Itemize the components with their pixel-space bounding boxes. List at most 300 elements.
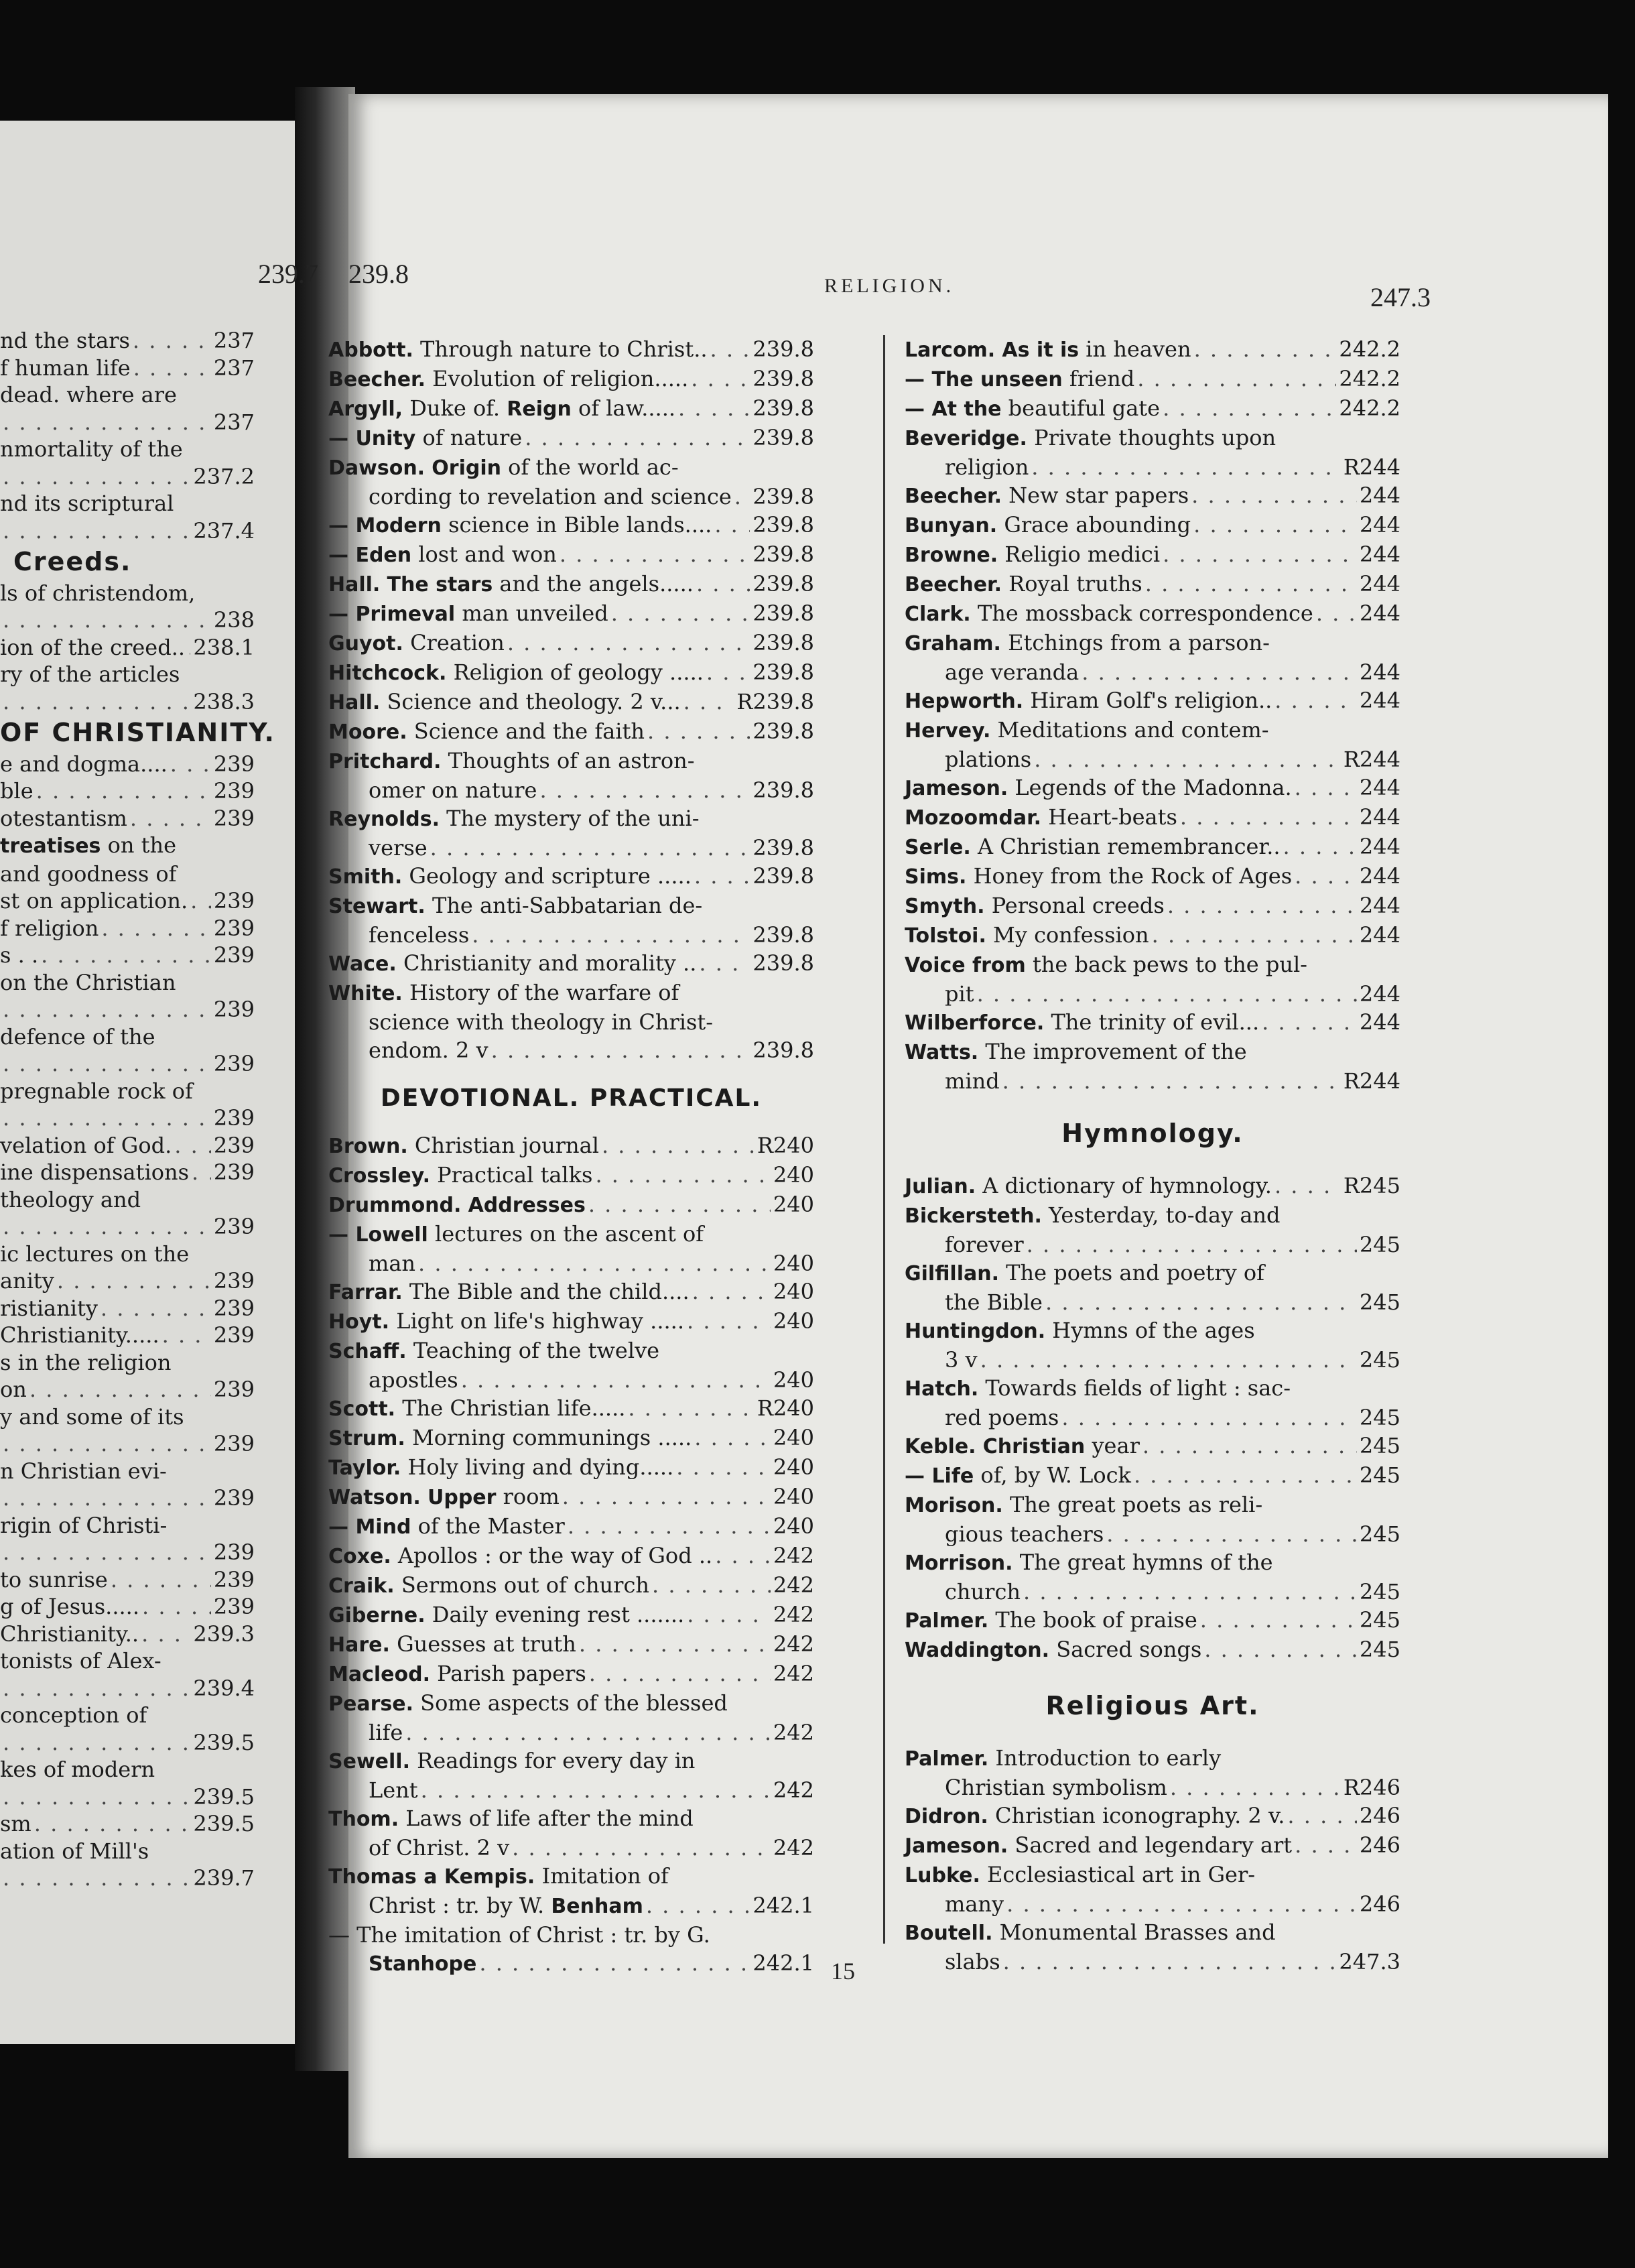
call-number: 239 (213, 915, 255, 941)
entry-text (328, 1336, 659, 1366)
title-text: Sacred songs (1056, 1637, 1202, 1662)
author-name: Graham. (905, 632, 1001, 655)
title-text: Towards fields of light : sac- (985, 1375, 1291, 1401)
catalog-entry (905, 1773, 1400, 1802)
catalog-entry (328, 1891, 814, 1921)
section-heading: Religious Art. (1045, 1691, 1260, 1720)
catalog-entry (0, 409, 281, 436)
leader-dots (647, 717, 750, 745)
entry-text (905, 1231, 1024, 1259)
title-text: Christianity and morality .. (403, 950, 697, 976)
entry-text (328, 1161, 592, 1190)
leader-dots (3, 688, 190, 716)
entry-text (905, 335, 1191, 365)
author-name: Morison. (905, 1494, 1003, 1517)
leader-dots (694, 862, 750, 890)
catalog-entry (328, 1161, 814, 1190)
catalog-entry (0, 1078, 281, 1105)
entry-text (328, 1776, 418, 1804)
author-name: Schaff. (328, 1340, 407, 1363)
call-number: 240 (773, 1251, 814, 1276)
catalog-entry (0, 1865, 281, 1892)
call-number: 239.8 (753, 601, 814, 626)
author-name: — Mind (328, 1515, 411, 1539)
author-name: Thomas a Kempis. (328, 1865, 535, 1889)
leader-dots (715, 1541, 771, 1570)
call-number: 245 (1359, 1433, 1400, 1458)
title-keyword: treatises (0, 834, 101, 858)
entry-text: ristianity (0, 1295, 98, 1321)
catalog-entry (0, 1050, 281, 1078)
title-keyword: Addresses (468, 1194, 586, 1217)
entry-text (328, 1249, 415, 1277)
leader-dots (1262, 1008, 1357, 1036)
catalog-entry (328, 1512, 814, 1541)
title-text: Private thoughts upon (1034, 425, 1277, 450)
leader-dots (579, 1630, 771, 1658)
title-text: Legends of the Madonna. (1015, 775, 1292, 800)
author-name: Waddington. (905, 1639, 1050, 1662)
catalog-entry (905, 1861, 1400, 1890)
call-number: 242.1 (753, 1893, 814, 1918)
call-number: R239.8 (736, 689, 814, 714)
entry-text (328, 1190, 586, 1220)
entry-text (328, 1834, 509, 1862)
title-text: beautiful gate (1008, 395, 1161, 421)
leader-dots (142, 1593, 211, 1621)
catalog-entry (328, 1747, 814, 1776)
running-head: RELIGION. (824, 275, 955, 297)
title-text: Ecclesiastical art in Ger- (987, 1862, 1256, 1887)
leader-dots (192, 1159, 211, 1186)
title-text: Christian journal (414, 1133, 599, 1158)
leader-dots (1274, 686, 1357, 714)
page-range-start: 239.8 (348, 259, 409, 289)
entry-text (905, 1037, 1247, 1067)
title-text: lectures on the ascent of (434, 1221, 704, 1247)
catalog-entry (905, 832, 1400, 862)
catalog-entry (905, 1231, 1400, 1259)
title-text: Hiram Golf's religion.. (1030, 688, 1272, 713)
catalog-entry (0, 381, 281, 409)
entry-text (905, 1067, 1000, 1095)
leader-dots (3, 1675, 190, 1702)
title-continuation: science with theology in Christ- (369, 1009, 714, 1035)
call-number: 244 (1359, 834, 1400, 859)
catalog-entry (905, 1548, 1400, 1578)
leader-dots (190, 887, 211, 915)
entry-text (328, 776, 537, 804)
entry-text: ls of christendom, (0, 580, 196, 606)
entry-text (328, 1630, 576, 1659)
title-text: The mystery of the uni- (446, 806, 700, 831)
leader-dots (562, 1483, 771, 1511)
entry-text: sm (0, 1811, 31, 1836)
left-page-fragment (0, 327, 281, 1892)
call-number: 239.5 (193, 1811, 255, 1836)
catalog-entry (328, 1659, 814, 1689)
catalog-entry (0, 1621, 281, 1648)
entry-text (328, 1512, 565, 1541)
title-text: Heart-beats (1048, 804, 1177, 830)
title-text: Honey from the Rock of Ages (973, 863, 1293, 889)
title-continuation: apostles (369, 1367, 458, 1393)
entry-text: to sunrise (0, 1566, 108, 1592)
call-number: 244 (1359, 981, 1400, 1007)
call-number: 244 (1359, 1009, 1400, 1035)
title-text: A dictionary of hymnology. (982, 1173, 1272, 1198)
call-number: 239 (213, 1566, 255, 1592)
leader-dots (687, 1307, 771, 1335)
author-name: — At the (905, 397, 1002, 421)
leader-dots (491, 1036, 750, 1064)
author-name: White. (328, 982, 403, 1005)
author-name: Browne. (905, 544, 998, 567)
author-name: Hatch. (905, 1377, 979, 1401)
catalog-entry (0, 915, 281, 942)
catalog-entry (328, 1804, 814, 1834)
catalog-entry (0, 1430, 281, 1458)
entry-text (905, 394, 1160, 424)
title-text: The trinity of evil... (1051, 1009, 1260, 1035)
entry-text (905, 1802, 1285, 1831)
catalog-entry (905, 1744, 1400, 1773)
entry-text: anity (0, 1268, 54, 1294)
middle-column (328, 335, 814, 1978)
catalog-entry (905, 629, 1400, 658)
entry-text: nd its scriptural (0, 491, 174, 516)
leader-dots (3, 1050, 211, 1078)
title-text: of, by W. Lock (980, 1462, 1131, 1488)
catalog-entry (0, 1186, 281, 1214)
call-number: R245 (1343, 1173, 1400, 1198)
catalog-entry (0, 1647, 281, 1675)
catalog-entry (905, 1201, 1400, 1231)
title-text: The great poets as reli- (1009, 1492, 1263, 1517)
catalog-entry (0, 1729, 281, 1757)
catalog-entry (0, 1539, 281, 1566)
catalog-entry (328, 979, 814, 1008)
call-number: 239.8 (753, 659, 814, 685)
call-number: 239.5 (193, 1783, 255, 1810)
leader-dots (130, 805, 211, 832)
entry-text (905, 1316, 1255, 1346)
leader-dots (611, 599, 750, 627)
catalog-entry (0, 490, 281, 517)
catalog-entry (905, 481, 1400, 511)
catalog-entry (328, 688, 814, 717)
entry-text: s in the religion (0, 1349, 172, 1375)
entry-text (328, 1689, 728, 1718)
catalog-entry (328, 570, 814, 599)
catalog-entry (905, 1374, 1400, 1403)
call-number: 239 (213, 1322, 255, 1348)
author-name: Stewart. (328, 895, 426, 918)
entry-text: ble (0, 778, 34, 804)
catalog-entry (328, 834, 814, 862)
leader-dots (170, 751, 211, 778)
title-continuation: age veranda (945, 659, 1080, 685)
entry-text (905, 832, 1281, 862)
catalog-entry (905, 1037, 1400, 1067)
title-continuation: omer on nature (369, 777, 537, 803)
catalog-entry (905, 1890, 1400, 1918)
call-number: 244 (1359, 601, 1400, 626)
title-keyword: Upper (428, 1486, 497, 1509)
title-text: Morning communings ..... (411, 1425, 692, 1450)
leader-dots (461, 1366, 771, 1394)
call-number: 245 (1359, 1579, 1400, 1604)
author-name: Argyll, (328, 397, 403, 421)
catalog-entry (328, 1424, 814, 1453)
catalog-entry (328, 1008, 814, 1036)
call-number: 242.2 (1339, 336, 1400, 362)
entry-text (328, 1394, 625, 1424)
call-number: 240 (773, 1454, 814, 1480)
entry-text: kes of modern (0, 1757, 155, 1782)
leader-dots (1287, 1802, 1357, 1830)
catalog-entry (905, 1635, 1400, 1665)
call-number: R244 (1343, 747, 1400, 772)
title-text: Sermons out of church (401, 1572, 649, 1598)
leader-dots (3, 1539, 211, 1566)
call-number: 239.8 (753, 835, 814, 861)
title-text: The improvement of the (985, 1039, 1247, 1064)
call-number: 244 (1359, 688, 1400, 713)
catalog-entry (905, 716, 1400, 745)
author-name: Reynolds. (328, 808, 440, 831)
leader-dots (1163, 394, 1336, 422)
leader-dots (1152, 921, 1357, 949)
entry-text (328, 1600, 684, 1630)
title-text: Meditations and contem- (997, 717, 1269, 743)
entry-text (328, 834, 428, 862)
title-text: Parish papers (437, 1661, 586, 1686)
entry-text (905, 1201, 1280, 1231)
leader-dots (29, 1376, 211, 1403)
catalog-entry (328, 1336, 814, 1366)
catalog-entry (0, 1105, 281, 1132)
call-number: 237.4 (193, 517, 255, 544)
leader-dots (1145, 570, 1357, 598)
leader-dots (1170, 1773, 1341, 1802)
entry-text (328, 1862, 669, 1891)
call-number: R244 (1343, 1068, 1400, 1094)
call-number: 242 (773, 1602, 814, 1627)
title-text: the back pews to the pul- (1032, 952, 1307, 977)
call-number: 239 (213, 1132, 255, 1158)
author-name: — Primeval (328, 603, 456, 626)
author-name: Hare. (328, 1633, 390, 1657)
entry-text (905, 1635, 1201, 1665)
catalog-entry (328, 1949, 814, 1978)
entry-text: ine dispensations (0, 1159, 190, 1185)
catalog-entry (905, 1403, 1400, 1432)
call-number: 244 (1359, 863, 1400, 889)
catalog-entry (905, 599, 1400, 629)
call-number: 239.8 (753, 950, 814, 976)
catalog-entry (905, 1067, 1400, 1095)
call-number: 245 (1359, 1462, 1400, 1488)
catalog-entry (905, 1918, 1400, 1948)
call-number: 246 (1359, 1803, 1400, 1828)
entry-text: defence of the (0, 1023, 155, 1050)
entry-text (905, 453, 1029, 481)
title-text: Daily evening rest ....... (432, 1602, 685, 1627)
entry-text (328, 335, 708, 365)
leader-dots (3, 1430, 211, 1458)
catalog-entry (905, 1346, 1400, 1374)
catalog-entry (0, 887, 281, 915)
leader-dots (652, 1571, 771, 1599)
title-text: Geology and scripture ..... (409, 863, 692, 889)
leader-dots (1295, 862, 1357, 890)
leader-dots (687, 1600, 771, 1629)
title-continuation: Christian symbolism (945, 1775, 1167, 1800)
entry-text (328, 658, 704, 688)
catalog-entry (328, 862, 814, 891)
catalog-entry (905, 1606, 1400, 1635)
author-name: Serle. (905, 836, 971, 859)
catalog-entry (905, 862, 1400, 891)
entry-text (328, 717, 645, 747)
call-number: 244 (1359, 512, 1400, 538)
title-keyword: The stars (387, 573, 493, 596)
author-name: Gilfillan. (905, 1262, 999, 1285)
leader-dots (41, 942, 211, 969)
leader-dots (1027, 1231, 1357, 1259)
leader-dots (1180, 803, 1357, 831)
entry-text: otestantism (0, 805, 127, 831)
author-name: Coxe. (328, 1545, 391, 1568)
catalog-entry (905, 1172, 1400, 1201)
title-text: friend (1069, 366, 1135, 391)
leader-dots (3, 1783, 190, 1811)
entry-text (328, 891, 702, 921)
call-number: 239 (213, 1051, 255, 1076)
catalog-entry (0, 1403, 281, 1431)
title-text: year (1092, 1433, 1140, 1458)
leader-dots (1106, 1520, 1357, 1548)
leader-dots (710, 335, 750, 363)
catalog-entry (328, 1249, 814, 1277)
catalog-entry (905, 658, 1400, 686)
call-number: 239.8 (753, 1037, 814, 1063)
entry-text (905, 1890, 1004, 1918)
author-name: Keble. (905, 1435, 976, 1458)
catalog-entry (328, 1921, 814, 1949)
catalog-entry (328, 1718, 814, 1747)
call-number: 246 (1359, 1891, 1400, 1917)
catalog-entry (0, 634, 281, 662)
entry-text (328, 1891, 643, 1921)
call-number: 237.2 (193, 463, 255, 489)
author-name: Boutell. (905, 1922, 993, 1945)
entry-text (905, 921, 1149, 950)
call-number: 239 (213, 1159, 255, 1185)
author-name: Moore. (328, 720, 407, 744)
title-text: Science and the faith (413, 718, 645, 744)
entry-text: on the Christian (0, 969, 176, 995)
call-number: 237 (213, 409, 255, 435)
entry-text (328, 511, 712, 540)
entry-text (905, 1461, 1131, 1491)
leader-dots (3, 1729, 190, 1757)
call-number: 242 (773, 1661, 814, 1686)
call-number: 242 (773, 1835, 814, 1861)
author-name: Watts. (905, 1041, 979, 1064)
leader-dots (678, 394, 750, 422)
author-name: Julian. (905, 1175, 976, 1198)
catalog-entry (0, 942, 281, 969)
call-number: 239 (213, 1594, 255, 1619)
title-text: The poets and poetry of (1006, 1260, 1264, 1285)
leader-dots (133, 327, 211, 355)
entry-text (905, 1491, 1262, 1520)
catalog-entry (0, 1132, 281, 1159)
title-continuation: cording to revelation and science (369, 484, 732, 509)
catalog-entry (328, 1131, 814, 1161)
entry-text: st on application. (0, 888, 188, 914)
catalog-entry (905, 980, 1400, 1008)
leader-dots (3, 996, 211, 1023)
author-name: Hoyt. (328, 1310, 390, 1334)
entry-text: rigin of Christi- (0, 1512, 168, 1538)
call-number: 239 (213, 1485, 255, 1511)
leader-dots (1142, 1432, 1357, 1460)
entry-text (905, 1773, 1167, 1802)
author-name: Drummond. (328, 1194, 462, 1217)
title-text: A Christian remembrancer.. (977, 834, 1281, 859)
entry-text (328, 365, 688, 394)
entry-text (905, 1172, 1272, 1201)
catalog-entry (905, 803, 1400, 832)
call-number: 240 (773, 1367, 814, 1393)
leader-dots (628, 1394, 754, 1422)
author-name: Macleod. (328, 1663, 430, 1686)
leader-dots (174, 1132, 211, 1159)
leader-dots (479, 1949, 750, 1977)
leader-dots (1316, 599, 1357, 627)
entry-text (905, 1948, 1000, 1976)
call-number: 239.8 (753, 336, 814, 362)
catalog-entry (905, 453, 1400, 481)
author-name: Taylor. (328, 1456, 401, 1480)
entry-text (328, 1131, 599, 1161)
catalog-entry (0, 751, 281, 778)
author-name: Morrison. (905, 1552, 1013, 1575)
catalog-entry (328, 1394, 814, 1424)
catalog-entry (905, 1491, 1400, 1520)
call-number: 239.3 (193, 1621, 255, 1647)
entry-text (905, 716, 1269, 745)
call-number: 239.8 (753, 512, 814, 538)
leader-dots (1200, 1606, 1357, 1634)
catalog-entry (0, 355, 281, 382)
call-number: 242 (773, 1777, 814, 1803)
call-number: 239 (213, 778, 255, 804)
leader-dots (3, 607, 211, 634)
entry-text (328, 483, 732, 511)
leader-dots (507, 629, 750, 657)
entry-text (328, 1921, 710, 1949)
leader-dots (1034, 745, 1341, 773)
call-number: 245 (1359, 1405, 1400, 1430)
catalog-entry (328, 658, 814, 688)
call-number: 242 (773, 1631, 814, 1657)
catalog-entry (0, 1322, 281, 1349)
title-continuation: forever (945, 1232, 1024, 1257)
